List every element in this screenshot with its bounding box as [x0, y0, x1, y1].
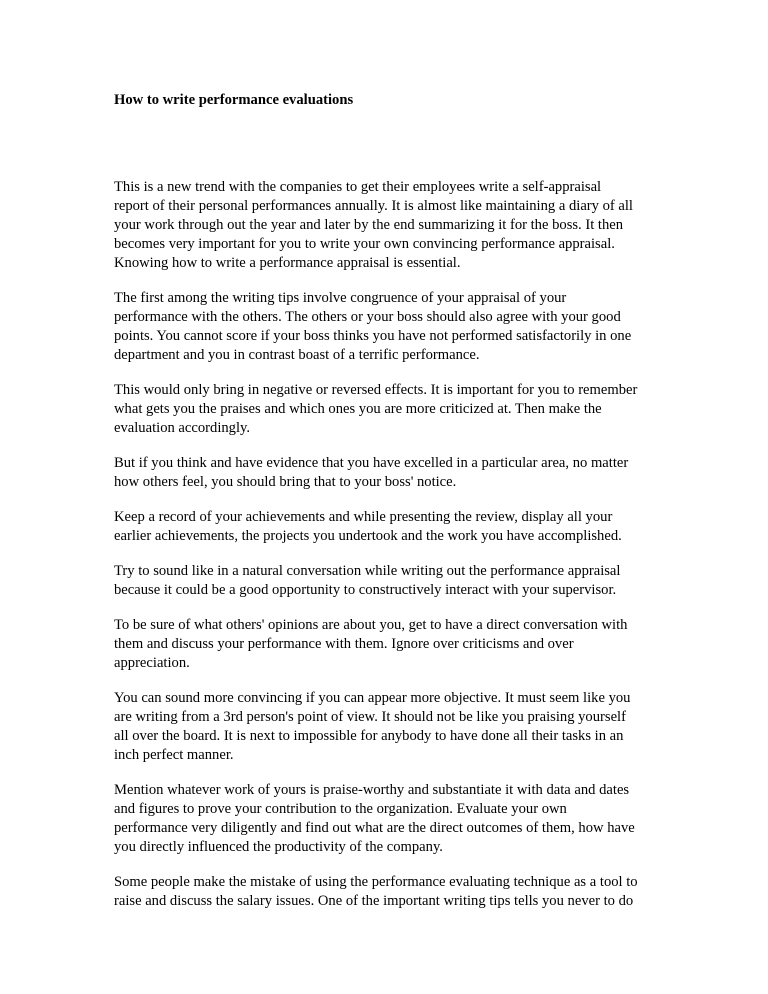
text-line: evaluation accordingly.: [114, 420, 251, 437]
text-line: all over the board. It is next to impossible for anybody to have done all their tasks in an: [114, 727, 624, 744]
text-line: appreciation.: [114, 655, 190, 671]
paragraph-2: [114, 289, 659, 365]
paragraph-5: [114, 508, 659, 546]
text-line: how others feel, you should bring that to your boss' notice.: [114, 474, 457, 491]
text-line: raise and discuss the salary issues. One of the important writing tips tells you never to do: [114, 893, 634, 909]
text-line: But if you think and have evidence that you have excelled in a particular area, no matter: [114, 455, 629, 472]
paragraph-8: [114, 689, 659, 765]
text-line: Try to sound like in a natural conversation while writing out the performance appraisal: [114, 562, 621, 579]
text-line: performance very diligently and find out what are the direct outcomes of them, how have: [114, 820, 635, 837]
text-line: your work through out the year and later by the end summarizing it for the boss. It then: [114, 217, 624, 234]
text-line: you directly influenced the productivity of the company.: [114, 839, 443, 856]
text-line: what gets you the praises and which ones you are more criticized at. Then make the: [114, 401, 602, 418]
text-line: Some people make the mistake of using the performance evaluating technique as a tool to: [114, 873, 638, 890]
text-line: This is a new trend with the companies to get their employees write a self-appraisal: [114, 179, 602, 195]
text-line: This would only bring in negative or reversed effects. It is important for you to remember: [114, 382, 638, 399]
text-line: department and you in contrast boast of a terrific performance.: [114, 347, 480, 364]
paragraph-6: [114, 562, 659, 600]
text-line: becomes very important for you to write your own convincing performance appraisal.: [114, 236, 615, 253]
document-page: [114, 90, 659, 927]
paragraph-7: [114, 616, 659, 673]
text-line: Knowing how to write a performance appraisal is essential.: [114, 255, 461, 272]
text-line: report of their personal performances annually. It is almost like maintaining a diary of all: [114, 198, 633, 215]
document-body: [114, 178, 659, 911]
text-line: Mention whatever work of yours is praise-worthy and substantiate it with data and dates: [114, 781, 630, 798]
text-line: You can sound more convincing if you can appear more objective. It must seem like you: [114, 689, 631, 706]
text-line: performance with the others. The others or your boss should also agree with your good: [114, 309, 621, 326]
text-line: earlier achievements, the projects you undertook and the work you have accomplished.: [114, 528, 622, 545]
text-line: and figures to prove your contribution to the organization. Evaluate your own: [114, 800, 567, 817]
paragraph-3: [114, 381, 659, 438]
text-line: them and discuss your performance with them. Ignore over criticisms and over: [114, 635, 574, 652]
paragraph-4: [114, 454, 659, 492]
text-line: Keep a record of your achievements and while presenting the review, display all your: [114, 509, 613, 526]
text-line: The first among the writing tips involve congruence of your appraisal of your: [114, 290, 567, 307]
text-line: are writing from a 3rd person's point of view. It should not be like you praising yourself: [114, 708, 626, 725]
paragraph-9: [114, 781, 659, 857]
paragraph-1: [114, 178, 659, 273]
paragraph-10: [114, 873, 659, 911]
text-line: To be sure of what others' opinions are about you, get to have a direct conversation with: [114, 616, 628, 633]
text-line: points. You cannot score if your boss thinks you have not performed satisfactorily in one: [114, 328, 632, 345]
document-title: How to write performance evaluations: [114, 92, 354, 108]
text-line: inch perfect manner.: [114, 747, 234, 764]
text-line: because it could be a good opportunity to constructively interact with your supervisor.: [114, 582, 617, 599]
